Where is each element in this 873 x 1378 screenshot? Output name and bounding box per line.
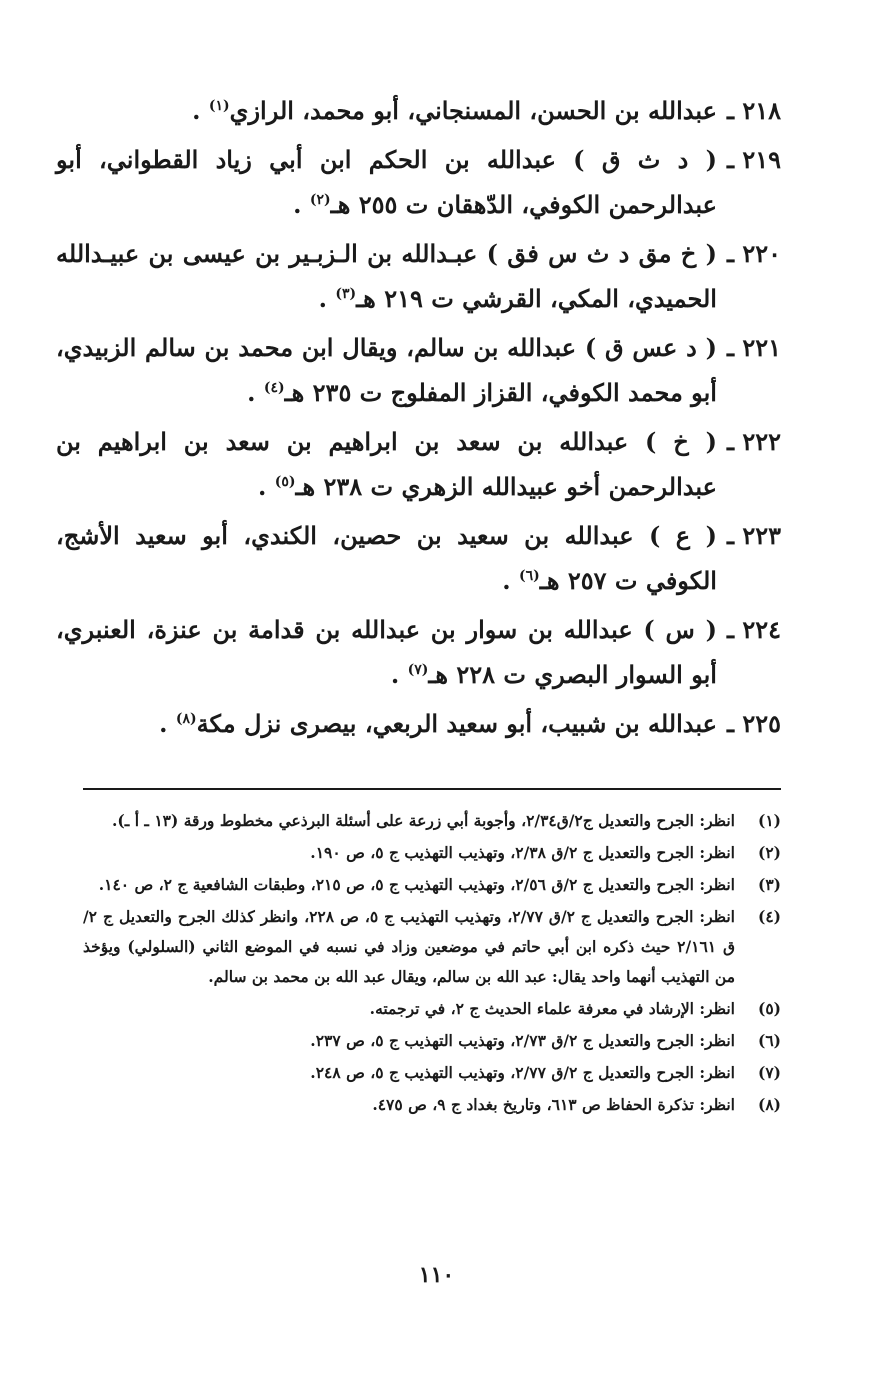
- footnote-number: (١): [757, 811, 781, 830]
- footnote-number: (٦): [757, 1031, 781, 1050]
- entry-number: ٢١٨ ـ: [726, 96, 781, 125]
- footnote-4: [83, 902, 781, 992]
- footnote-7: [83, 1058, 781, 1088]
- footnote-text: انظر: الجرح والتعديل ج ٢/ق ٢/٧٧، وتهذيب التهذيب ج ٥، ص ٢٤٨.: [310, 1063, 735, 1082]
- footnote-number: (٥): [757, 999, 781, 1018]
- footnote-number: (٣): [757, 875, 781, 894]
- entry-220: [56, 231, 781, 321]
- entry-text: ( د عس ق ) عبدالله بن سالم، ويقال ابن محمد بن سالم الزبيدي، أبو محمد الكوفي، القزاز المفلوج ت ٢٣٥ هـ$^{(٤)}$ .: [56, 333, 717, 407]
- footnote-ref: (٧): [407, 662, 429, 678]
- footnotes-list: [83, 806, 781, 1122]
- footnote-5: [83, 994, 781, 1024]
- entry-number: ٢٢٤ ـ: [726, 615, 781, 644]
- footnote-text: انظر: الجرح والتعديل ج ٢/ق ٢/٣٨، وتهذيب التهذيب ج ٥، ص ١٩٠.: [310, 843, 735, 862]
- footnote-ref: (٦): [519, 568, 540, 584]
- footnote-ref: (٢): [309, 192, 331, 208]
- entry-text: عبدالله بن الحسن، المسنجاني، أبو محمد، الرازي$^{(١)}$ .: [192, 96, 717, 125]
- entry-text: عبدالله بن شبيب، أبو سعيد الربعي، بيصرى نزل مكة$^{(٨)}$ .: [159, 709, 717, 738]
- entry-224: [56, 607, 781, 697]
- entry-number: ٢٢٠ ـ: [726, 239, 781, 268]
- entry-text: ( خ مق د ث س فق ) عبـدالله بن الـزبـير بن عيسى بن عبيـدالله الحميدي، المكي، القرشي ت ٢١٩ هـ$^{(٣)}$ .: [56, 239, 717, 313]
- footnote-ref: (٣): [335, 286, 357, 302]
- footnote-ref: (٤): [263, 380, 285, 396]
- footnote-number: (٤): [757, 907, 781, 926]
- footnote-ref: (١): [208, 98, 230, 114]
- entry-218: [56, 88, 781, 133]
- footnote-ref: (٥): [274, 474, 296, 490]
- entry-text: ( س ) عبدالله بن سوار بن عبدالله بن قدامة بن عنزة، العنبري، أبو السوار البصري ت ٢٢٨ هـ$^{(٧)}$ .: [56, 615, 717, 689]
- footnote-text: انظر: تذكرة الحفاظ ص ٦١٣، وتاريخ بغداد ج ٩، ص ٤٧٥.: [372, 1095, 735, 1114]
- footnote-text: انظر: الجرح والتعديل ج٢/ق٢/٣٤، وأجوبة أبي زرعة على أسئلة البرذعي مخطوط ورقة (١٣ ـ أ ـ).: [112, 811, 735, 830]
- footnote-3: [83, 870, 781, 900]
- footnote-6: [83, 1026, 781, 1056]
- footnote-2: [83, 838, 781, 868]
- entry-text: ( ع ) عبدالله بن سعيد بن حصين، الكندي، أبو سعيد الأشج، الكوفي ت ٢٥٧ هـ$^{(٦)}$ .: [56, 521, 717, 595]
- footnote-1: [83, 806, 781, 836]
- entry-number: ٢١٩ ـ: [726, 145, 781, 174]
- entries-list: [56, 88, 781, 750]
- entry-219: [56, 137, 781, 227]
- entry-223: [56, 513, 781, 603]
- footnote-text: انظر: الإرشاد في معرفة علماء الحديث ج ٢، في ترجمته.: [369, 999, 735, 1018]
- page-number: ١١٠: [418, 1262, 455, 1288]
- entry-221: [56, 325, 781, 415]
- footnote-text: انظر: الجرح والتعديل ج ٢/ق ٢/٥٦، وتهذيب التهذيب ج ٥، ص ٢١٥، وطبقات الشافعية ج ٢، ص ١٤٠.: [98, 875, 735, 894]
- footnote-8: [83, 1090, 781, 1120]
- footnote-text: انظر: الجرح والتعديل ج ٢/ق ٢/٧٣، وتهذيب التهذيب ج ٥، ص ٢٣٧.: [310, 1031, 735, 1050]
- entry-text: ( د ث ق ) عبدالله بن الحكم ابن أبي زياد القطواني، أبو عبدالرحمن الكوفي، الدّهقان ت ٢٥٥ هـ$^{(٢)}$ .: [56, 145, 717, 219]
- footnote-text: انظر: الجرح والتعديل ج ٢/ق ٢/٧٧، وتهذيب التهذيب ج ٥، ص ٢٢٨، وانظر كذلك الجرح والتعديل ج ٢/ق ٢/١٦١ حيث ذكره ابن أبي حاتم في موضعين وزاد في نسبه في الموضع الثاني (السلولي) ويؤخذ من التهذيب أنهما واحد يقال: عبد الله بن سالم، ويقال عبد الله بن محمد بن سالم.: [83, 907, 735, 986]
- entry-text: ( خ ) عبدالله بن سعد بن ابراهيم بن سعد بن ابراهيم بن عبدالرحمن أخو عبيدالله الزهري ت ٢٣٨ هـ$^{(٥)}$ .: [56, 427, 717, 501]
- entry-222: [56, 419, 781, 509]
- entry-number: ٢٢٢ ـ: [726, 427, 781, 456]
- entry-number: ٢٢٥ ـ: [726, 709, 781, 738]
- entry-number: ٢٢٣ ـ: [726, 521, 781, 550]
- footnote-divider: [83, 788, 781, 790]
- footnote-number: (٢): [757, 843, 781, 862]
- footnote-number: (٨): [757, 1095, 781, 1114]
- footnote-number: (٧): [757, 1063, 781, 1082]
- footnote-ref: (٨): [175, 711, 197, 727]
- entry-225: [56, 701, 781, 746]
- entry-number: ٢٢١ ـ: [726, 333, 781, 362]
